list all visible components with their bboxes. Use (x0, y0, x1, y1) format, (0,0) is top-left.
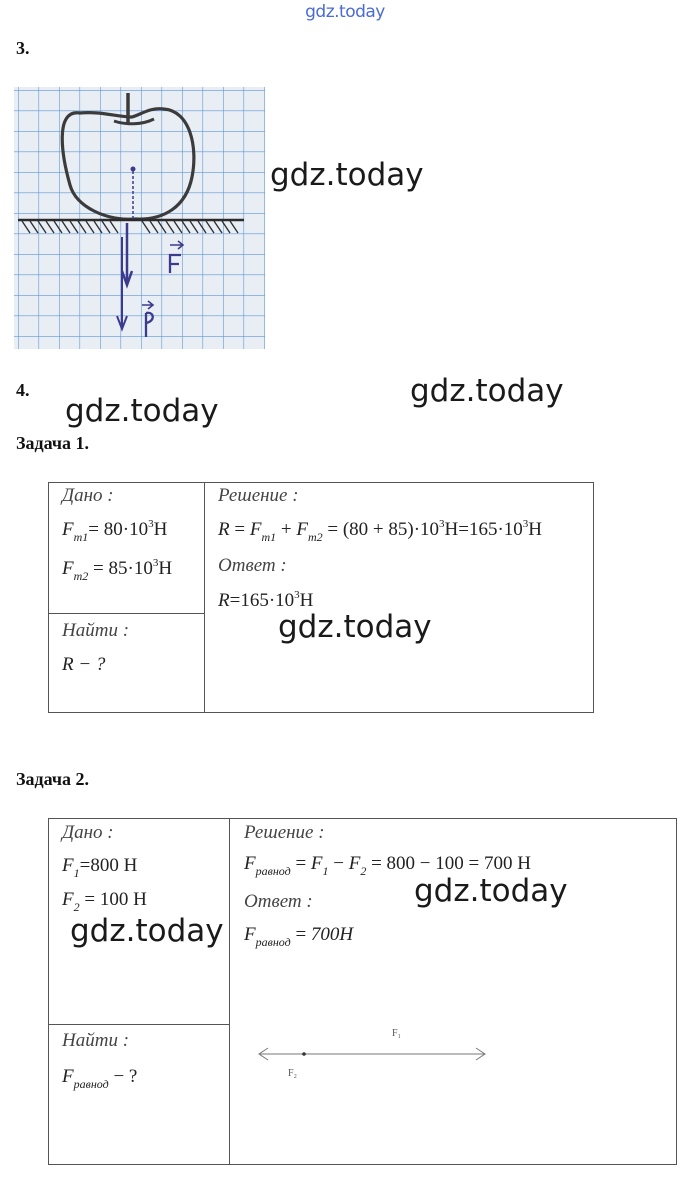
task-2-answer-value: $F_{равнод} = 700H$ (244, 924, 354, 949)
section-number-3: 3. (16, 38, 30, 58)
task-1-table (48, 482, 594, 713)
header-watermark: gdz.today (305, 2, 385, 22)
task-1-given-label: Дано : (62, 485, 114, 506)
watermark: gdz.today (70, 913, 224, 949)
task-2-solution-formula: $F_{равнод} = F_1 - F_2 = 800 - 100 = 700$ H (244, 853, 531, 878)
task-1-find-label: Найти : (62, 620, 130, 641)
force-f1-label: F₁ (392, 1028, 402, 1039)
section-number-4: 4. (16, 380, 30, 400)
task-2-given-f1: $F_1=800$ H (62, 855, 138, 880)
force-f2-label: F₂ (288, 1068, 298, 1079)
watermark: gdz.today (410, 373, 564, 409)
watermark: gdz.today (414, 873, 568, 909)
task-1-answer-value: $R=165\cdot 10^3H$ (218, 589, 314, 611)
task-2-given-f2: $F_2 = 100$ H (62, 889, 147, 914)
apple-force-drawing-photo (14, 87, 265, 349)
task-2-title: Задача 2. (16, 769, 90, 789)
task-2-find-label: Найти : (62, 1030, 130, 1051)
task-1-solution-formula: $R = F_{m1} + F_{m2} = (80 + 85)\cdot 10^3H=165\cdot 10^3H$ (218, 518, 543, 544)
watermark: gdz.today (270, 157, 424, 193)
task-2-solution-label: Решение : (244, 822, 325, 843)
task-2-find-value: $F_{равнод}$ − ? (62, 1066, 138, 1091)
task-1-given-f2: $F_{m2} = 85\cdot 10^3H$ (62, 557, 173, 583)
task-1-given-f1: $F_{m1}= 80\cdot 10^3H$ (62, 518, 168, 544)
task-2-answer-label: Ответ : (244, 891, 313, 912)
task-1-answer-label: Ответ : (218, 555, 287, 576)
watermark: gdz.today (278, 609, 432, 645)
task-1-title: Задача 1. (16, 433, 90, 453)
watermark: gdz.today (65, 393, 219, 429)
force-vectors-diagram (254, 1040, 490, 1068)
task-1-find-value: R − ? (62, 654, 106, 675)
task-2-given-label: Дано : (62, 822, 114, 843)
task-1-solution-label: Решение : (218, 485, 299, 506)
application-point (302, 1052, 306, 1056)
center-of-mass-dot (131, 167, 136, 172)
